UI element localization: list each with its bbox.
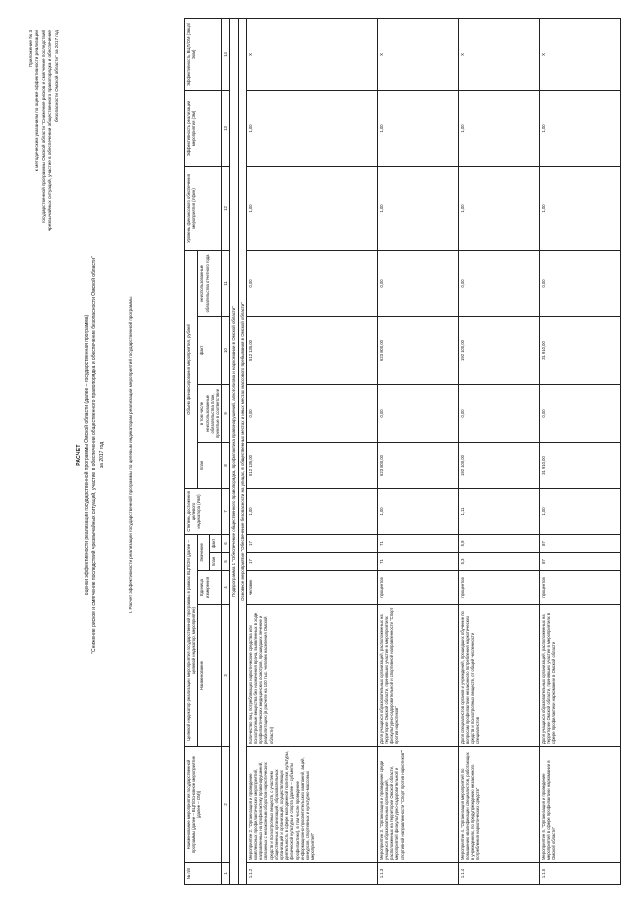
section-row	[230, 18, 238, 884]
finance-plan: 623 800,00	[377, 442, 458, 488]
ivp-value: 1,00	[377, 488, 458, 534]
column-number-row	[222, 18, 230, 884]
finance-fact: 512 135,00	[246, 316, 377, 384]
section-row	[238, 18, 246, 884]
row-number: 1.1.5	[539, 863, 620, 885]
column-number: 11	[222, 250, 230, 316]
header-indicator-name: Наименование	[198, 605, 222, 747]
header-plan: план	[210, 553, 222, 571]
measure-name: Мероприятие 2. "Организация и проведение комплексных профилактических мероприятий, направленных на профилактику правонарушений, связанных с незаконным оборотом наркотических средств и психотропных веществ, с участием общественных организаций, образовательных организаций и организаций, осуществляющих деятельность в сфере молодежной политики, культуры, физической культуры и спорта (далее – субъекты профилактики), в том числе проведение информационно-просветительских кампаний, акций, конкурсов, спортивных и культурно-массовых мероприятий"	[246, 747, 377, 863]
table-row	[246, 18, 377, 884]
header-fin-fact: факт	[198, 316, 222, 384]
column-number: 3	[222, 605, 230, 747]
ufin-value: 1,00	[377, 166, 458, 250]
column-number: 8	[222, 442, 230, 488]
appendix-line: к методическим указаниям по оценке эффективности реализации	[34, 30, 40, 172]
table-row	[539, 18, 620, 884]
header-row	[185, 18, 198, 884]
header-value-group: Значение	[198, 534, 210, 570]
obligations: 0,00	[539, 250, 620, 316]
ufin-value: 1,00	[458, 166, 539, 250]
measure-name: Мероприятие 3. "Организация и проведение среди учащихся образовательных организаций, расположенных на территории Омской области, мероприятий физкультурно-оздоровительной и спортивной направленности "Спорт против наркотиков""	[377, 747, 458, 863]
header-fact: факт	[210, 534, 222, 552]
finance-unused: 0,00	[377, 384, 458, 442]
appendix-line: Приложение № 3	[28, 30, 33, 67]
fact-value: 17	[246, 534, 377, 552]
finance-unused: 0,00	[458, 384, 539, 442]
finance-unused: 0,00	[246, 384, 377, 442]
finance-fact: 623 800,00	[377, 316, 458, 384]
plan-value: 71	[377, 553, 458, 571]
ufin-value: 1,00	[246, 166, 377, 250]
indicator-name: Количество лиц, потребляющих наркотические средства или психотропные вещества без назначения врача, выявленных в ходе профилактических медицинских осмотров, прошедших лечение и реабилитацию (в расчете на 100 тыс. человек населения Омской области)	[246, 605, 377, 747]
header-unit: Единица измерения	[198, 571, 222, 605]
title-heading: РАСЧЕТ	[76, 444, 82, 466]
column-number: 2	[222, 747, 230, 863]
em-value: 1,00	[539, 90, 620, 166]
subprogram-title: Подпрограмма 1 "Обеспечение общественного правопорядка, профилактика правонарушений, алкоголизма и наркомании в Омской области"	[230, 18, 238, 884]
title-year: за 2017 год	[98, 441, 105, 469]
section-subtitle: I. Расчет эффективности реализации государственной программы по целевым индикаторам реализации мероприятий государственной программы	[128, 296, 133, 614]
column-number: 6	[222, 534, 230, 552]
evcp-value: Х	[377, 18, 458, 90]
unit: процентов	[458, 571, 539, 605]
fact-value: 71	[377, 534, 458, 552]
unit: процентов	[539, 571, 620, 605]
header-fin-plan: план	[198, 442, 222, 488]
evcp-value: Х	[539, 18, 620, 90]
finance-unused: 0,00	[539, 384, 620, 442]
obligations: 0,00	[246, 250, 377, 316]
em-value: 1,00	[458, 90, 539, 166]
finance-fact: 192 100,00	[458, 316, 539, 384]
fact-value: 87	[539, 534, 620, 552]
column-number: 12	[222, 166, 230, 250]
evcp-value: Х	[246, 18, 377, 90]
finance-plan: 192 100,00	[458, 442, 539, 488]
header-ufin: Уровень финансового обеспечения мероприятия (Уфин)	[185, 166, 222, 250]
indicator-name: Доля учащихся образовательных организаций, расположенных на территории Омской области, принявших участие в мероприятиях физкультурно-оздоровительной и спортивной направленности "Спорт против наркотиков"	[377, 605, 458, 747]
header-ivp: Степень достижения целевого индикатора (Ивп)	[185, 488, 222, 534]
header-finance-group: Объем финансирования мероприятия, рублей	[185, 250, 198, 488]
title-line: "Снижение рисков и смягчение последствий чрезвычайных ситуаций, участие в обеспечении общественного правопорядка и обеспечение безопасности Омской области"	[91, 256, 97, 654]
em-value: 1,00	[377, 90, 458, 166]
unit: человек	[246, 571, 377, 605]
plan-value: 87	[539, 553, 620, 571]
ivp-value: 1,00	[539, 488, 620, 534]
measure-name: Мероприятие 5. "Организация и проведение мероприятий в сфере профилактики наркомании в Омской области"	[539, 747, 620, 863]
column-number: 5	[222, 553, 230, 571]
obligations: 0,00	[377, 250, 458, 316]
appendix-line: безопасности Омской области" за 2017 год	[53, 30, 59, 123]
ivp-value: 1,11	[458, 488, 539, 534]
header-measure: Наименование мероприятия государственной программы (далее – ВЦП/Основное мероприятие (далее – ОМ))	[185, 747, 222, 863]
evaluation-table	[184, 18, 621, 885]
fact-value: 5,9	[458, 534, 539, 552]
appendix-line: чрезвычайных ситуаций, участие в обеспечении общественного правопорядка и обеспечение	[47, 30, 53, 232]
row-number: 1.1.3	[377, 863, 458, 885]
row-number: 1.1.2	[246, 863, 377, 885]
header-evcp: Эффективность ВЦП/ОМ (Эвцп/Эом)	[185, 18, 222, 90]
finance-plan: 512 135,00	[246, 442, 377, 488]
em-value: 1,00	[246, 90, 377, 166]
header-em: Эффективность реализации мероприятия (Эм)	[185, 90, 222, 166]
column-number: 13	[222, 90, 230, 166]
finance-plan: 31 910,00	[539, 442, 620, 488]
header-num: № п/п	[185, 863, 222, 885]
title-line: оценки эффективности реализации государственной программы Омской области (далее – государственная программа)	[83, 314, 90, 596]
measure-name: Мероприятие 4. "Организация мероприятий по повышению квалификации специалистов, работающих в учреждениях, по предупреждению незаконного потребления наркотических средств"	[458, 747, 539, 863]
table-row	[458, 18, 539, 884]
unit: процентов	[377, 571, 458, 605]
appendix-line: государственной программы Омской области "Снижение рисков и смягчение последствий	[40, 30, 46, 224]
plan-value: 17	[246, 553, 377, 571]
column-number: 10	[222, 316, 230, 384]
column-number: 14	[222, 18, 230, 90]
header-fin-unused: в том числе неиспользованные обязательства план, принятые в соответствии	[198, 384, 222, 442]
column-number: 4	[222, 571, 230, 605]
indicator-name: Доля специалистов органов и учреждений, прошедших обучение по вопросам профилактики незаконного потребления наркотических средств и психотропных веществ, от общей численности специалистов	[458, 605, 539, 747]
ufin-value: 1,00	[539, 166, 620, 250]
appendix-note	[28, 30, 60, 360]
header-obligations: неиспользованные обязательства отчетного года	[198, 250, 222, 316]
ivp-value: 1,00	[246, 488, 377, 534]
row-number: 1.1.4	[458, 863, 539, 885]
evcp-value: Х	[458, 18, 539, 90]
column-number: 7	[222, 488, 230, 534]
plan-value: 5,3	[458, 553, 539, 571]
indicator-name: Доля учащихся образовательных организаций, расположенных на территории Омской области, принявших участие в мероприятиях в сфере профилактики наркомании в Омской области	[539, 605, 620, 747]
obligations: 0,00	[458, 250, 539, 316]
document-title	[76, 155, 106, 755]
table-row	[377, 18, 458, 884]
header-indicator-group: Целевой индикатор реализации мероприятия государственной программы в рамках ВЦП/ОМ (далее – целевой индикатор, мероприятие)	[185, 534, 198, 746]
main-measure-title: Основное мероприятие "Обеспечение безопасности на улицах, в общественных местах и иных местах массового пребывания в Омской области"	[238, 18, 246, 884]
column-number: 1	[222, 863, 230, 885]
finance-fact: 31 910,00	[539, 316, 620, 384]
column-number: 9	[222, 384, 230, 442]
